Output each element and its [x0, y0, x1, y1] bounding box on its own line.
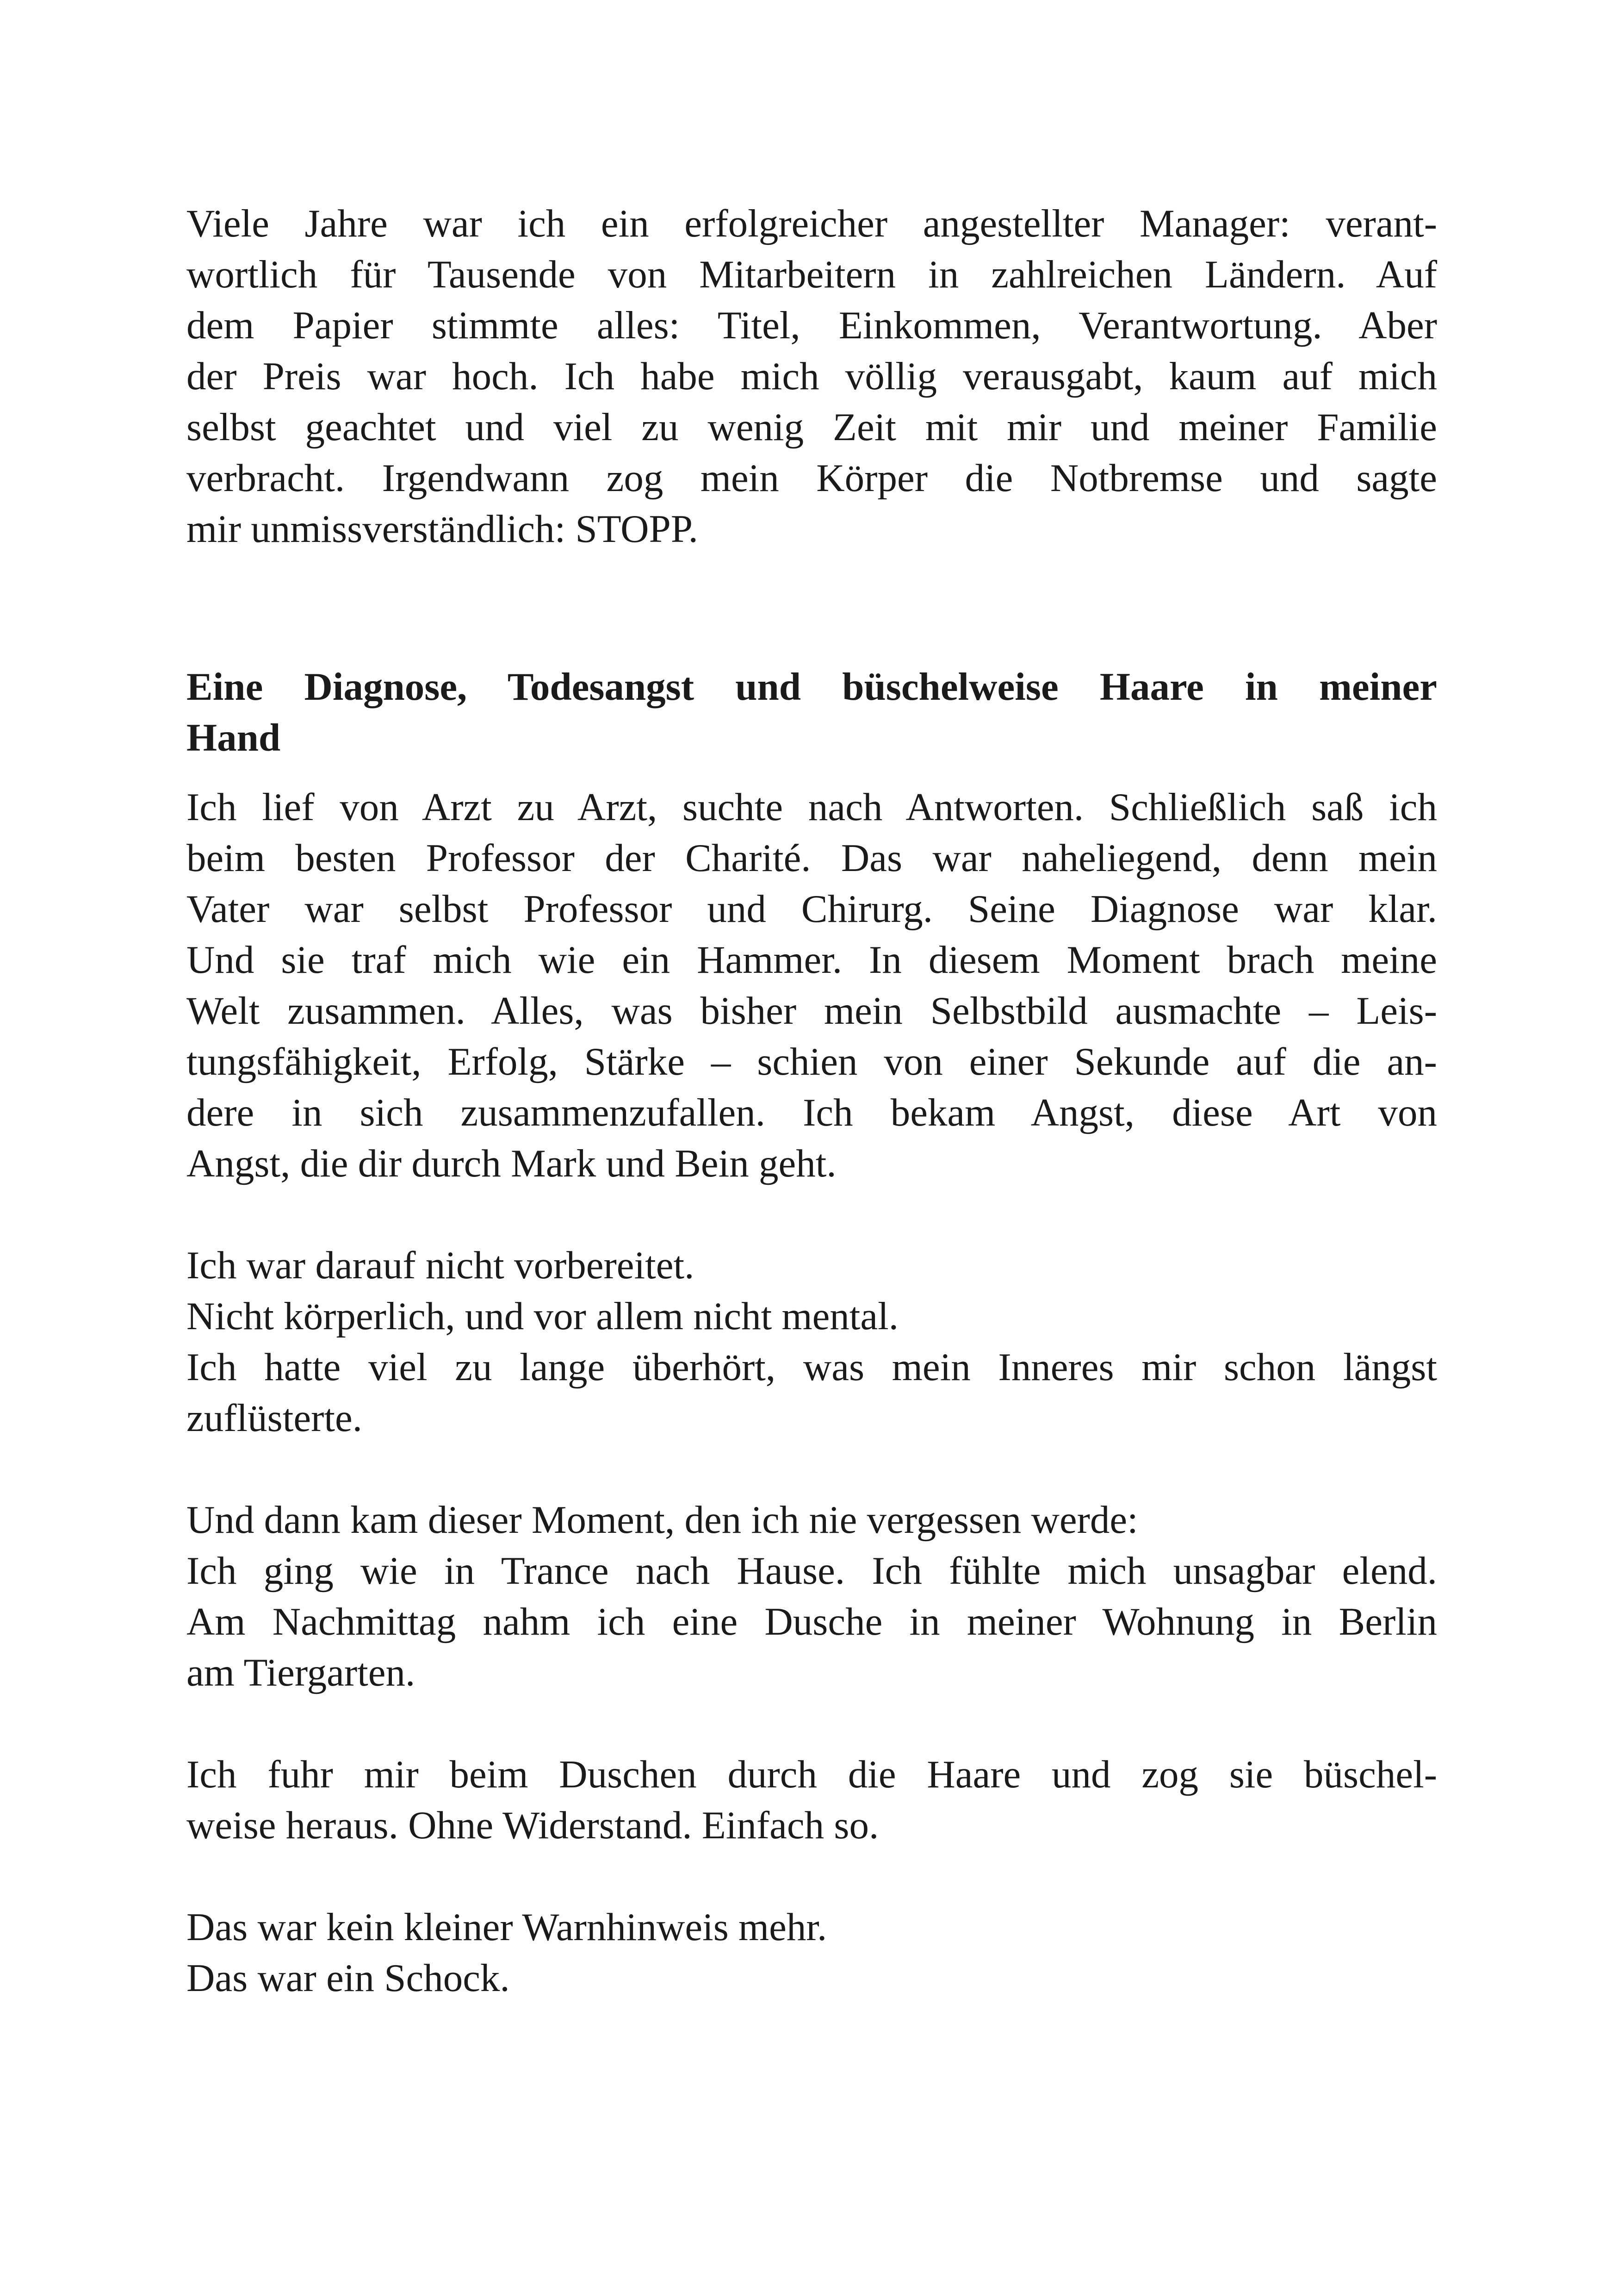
heading-line: Hand [186, 716, 281, 759]
spacer [186, 763, 1437, 782]
text-line: verbracht. Irgendwann zog mein Körper die Notbremse und sagte [186, 456, 1437, 500]
text-line: Viele Jahre war ich ein erfolgreicher angestellter Manager: verant- [186, 202, 1437, 245]
text-line: Das war kein kleiner Warnhinweis mehr. [186, 1905, 827, 1949]
unprepared-paragraph [186, 1240, 1437, 1444]
text-line: Ich hatte viel zu lange überhört, was mein Inneres mir schon längst [186, 1345, 1437, 1389]
text-line: am Tiergarten. [186, 1651, 415, 1694]
text-line: tungsfähigkeit, Erfolg, Stärke – schien von einer Sekunde auf die an- [186, 1040, 1437, 1083]
text-line: beim besten Professor der Charité. Das war naheliegend, denn mein [186, 836, 1437, 880]
heading-line: Eine Diagnose, Todesangst und büschelweise Haare in meiner [186, 665, 1437, 709]
spacer [186, 554, 1437, 661]
text-line: Ich lief von Arzt zu Arzt, suchte nach Antworten. Schließlich saß ich [186, 785, 1437, 829]
text-line: selbst geachtet und viel zu wenig Zeit mit mir und meiner Familie [186, 405, 1437, 449]
document-page [186, 198, 1437, 2004]
text-line: Angst, die dir durch Mark und Bein geht. [186, 1142, 837, 1185]
text-line: Vater war selbst Professor und Chirurg. Seine Diagnose war klar. [186, 887, 1437, 931]
text-line: mir unmissverständlich: STOPP. [186, 507, 698, 551]
text-line: Nicht körperlich, und vor allem nicht mental. [186, 1294, 899, 1338]
spacer [186, 1698, 1437, 1749]
text-line: Welt zusammen. Alles, was bisher mein Selbstbild ausmachte – Leis- [186, 989, 1437, 1033]
shock-paragraph [186, 1902, 1437, 2004]
text-line: Und sie traf mich wie ein Hammer. In diesem Moment brach meine [186, 938, 1437, 982]
text-line: weise heraus. Ohne Widerstand. Einfach so. [186, 1804, 879, 1847]
text-line: wortlich für Tausende von Mitarbeitern in zahlreichen Ländern. Auf [186, 253, 1437, 296]
text-line: Ich war darauf nicht vorbereitet. [186, 1244, 694, 1287]
spacer [186, 1444, 1437, 1494]
text-line: der Preis war hoch. Ich habe mich völlig verausgabt, kaum auf mich [186, 355, 1437, 398]
text-line: dem Papier stimmte alles: Titel, Einkommen, Verantwortung. Aber [186, 304, 1437, 347]
text-line: Ich fuhr mir beim Duschen durch die Haare und zog sie büschel- [186, 1753, 1437, 1796]
intro-paragraph [186, 198, 1437, 554]
section-heading [186, 661, 1437, 763]
moment-paragraph [186, 1494, 1437, 1698]
text-line: Am Nachmittag nahm ich eine Dusche in meiner Wohnung in Berlin [186, 1600, 1437, 1643]
text-line: dere in sich zusammenzufallen. Ich bekam Angst, diese Art von [186, 1091, 1437, 1134]
text-line: Das war ein Schock. [186, 1956, 510, 2000]
spacer [186, 1189, 1437, 1240]
spacer [186, 1851, 1437, 1902]
text-line: Und dann kam dieser Moment, den ich nie vergessen werde: [186, 1498, 1138, 1542]
shower-paragraph [186, 1749, 1437, 1851]
text-line: Ich ging wie in Trance nach Hause. Ich fühlte mich unsagbar elend. [186, 1549, 1437, 1593]
diagnosis-paragraph [186, 782, 1437, 1189]
text-line: zuflüsterte. [186, 1396, 362, 1440]
